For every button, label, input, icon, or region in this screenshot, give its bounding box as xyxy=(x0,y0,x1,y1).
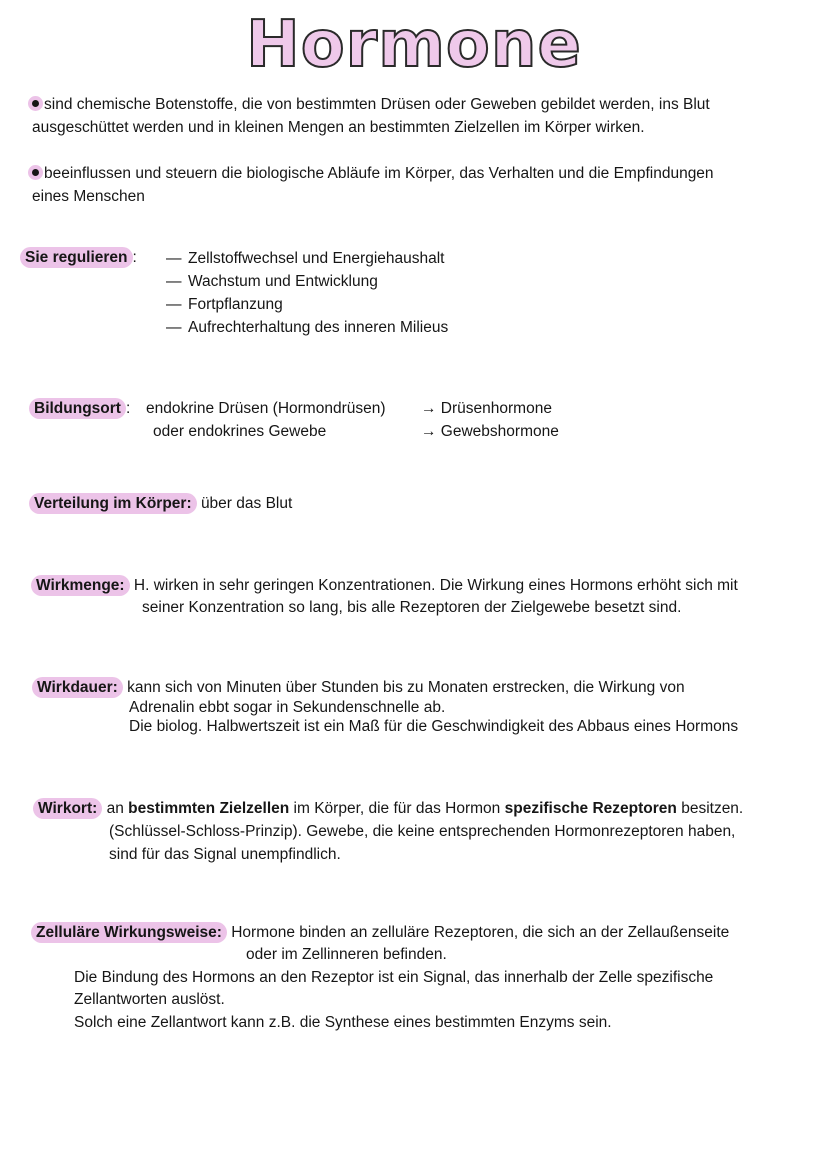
wirkmenge-label: Wirkmenge: xyxy=(31,575,130,596)
bildungsort-heading: Bildungsort : xyxy=(29,398,130,420)
bildungsort-row-1-right: → Drüsenhormone xyxy=(421,400,552,417)
list-item: — Wachstum und Entwicklung xyxy=(166,273,378,290)
verteilung-row xyxy=(29,493,292,515)
wirkort-line-1-a: an xyxy=(106,800,129,817)
bildungsort-row-2-left: oder endokrines Gewebe xyxy=(153,423,327,440)
wirkmenge-line-2: seiner Konzentration so lang, bis alle Rezeptoren der Zielgewebe besetzt sind. xyxy=(142,599,682,616)
intro-bullet-1-line-1: sind chemische Botenstoffe, die von bestimmten Drüsen oder Geweben gebildet werden, ins Blut xyxy=(44,96,710,113)
wirkort-label: Wirkort: xyxy=(33,798,102,819)
wirkort-line-3: sind für das Signal unempfindlich. xyxy=(109,846,341,863)
zellulaer-line-4: Zellantworten auslöst. xyxy=(74,991,225,1008)
regulieren-label: Sie regulieren xyxy=(20,247,133,268)
wirkdauer-label: Wirkdauer: xyxy=(32,677,123,698)
intro-bullet-1-line-2: ausgeschüttet werden und in kleinen Mengen an bestimmten Zielzellen im Körper wirken. xyxy=(32,119,645,136)
zellulaer-label: Zelluläre Wirkungsweise: xyxy=(31,922,227,943)
list-item: — Zellstoffwechsel und Energiehaushalt xyxy=(166,250,445,267)
page-title: Hormone xyxy=(246,8,582,82)
bildungsort-row-2-right: → Gewebshormone xyxy=(421,423,559,440)
wirkdauer-line-1: kann sich von Minuten über Stunden bis zu Monaten erstrecken, die Wirkung von xyxy=(127,679,685,696)
zellulaer-line-5: Solch eine Zellantwort kann z.B. die Synthese eines bestimmten Enzyms sein. xyxy=(74,1014,612,1031)
wirkmenge-line-1: H. wirken in sehr geringen Konzentrationen. Die Wirkung eines Hormons erhöht sich mit xyxy=(133,577,738,594)
wirkort-line-1-c: im Körper, die für das Hormon xyxy=(289,800,505,817)
wirkort-line-1-e: besitzen. xyxy=(676,800,744,817)
wirkdauer-line-2: Adrenalin ebbt sogar in Sekundenschnelle ab. xyxy=(129,699,446,716)
wirkmenge-row xyxy=(31,575,738,597)
wirkdauer-row xyxy=(32,677,685,699)
wirkdauer-line-3: Die biolog. Halbwertszeit ist ein Maß für die Geschwindigkeit des Abbaus eines Hormons xyxy=(129,718,739,735)
zellulaer-line-2: oder im Zellinneren befinden. xyxy=(246,946,447,963)
intro-bullet-1 xyxy=(28,94,812,116)
wirkort-row xyxy=(33,798,743,820)
zellulaer-line-3: Die Bindung des Hormons an den Rezeptor ist ein Signal, das innerhalb der Zelle spezifische xyxy=(74,969,714,986)
wirkort-line-2: (Schlüssel-Schloss-Prinzip). Gewebe, die keine entsprechenden Hormonrezeptoren haben, xyxy=(109,823,736,840)
zellulaer-line-1: Hormone binden an zelluläre Rezeptoren, die sich an der Zellaußenseite xyxy=(231,924,730,941)
wirkort-emph-zielzellen: bestimmten Zielzellen xyxy=(128,800,290,817)
bullet-dot-icon xyxy=(28,96,43,111)
intro-bullet-2-line-2: eines Menschen xyxy=(32,188,145,205)
wirkort-emph-rezeptoren: spezifische Rezeptoren xyxy=(504,800,677,817)
verteilung-label: Verteilung im Körper: xyxy=(29,493,197,514)
bildungsort-label: Bildungsort xyxy=(29,398,126,419)
intro-bullet-2-line-1: beeinflussen und steuern die biologische Abläufe im Körper, das Verhalten und die Empfindungen xyxy=(44,165,714,182)
zellulaer-row xyxy=(31,922,729,944)
list-item: — Aufrechterhaltung des inneren Milieus xyxy=(166,319,449,336)
intro-bullet-2 xyxy=(28,163,714,185)
regulieren-list xyxy=(166,247,448,339)
bullet-dot-icon xyxy=(28,165,43,180)
verteilung-text: über das Blut xyxy=(200,495,293,512)
list-item: — Fortpflanzung xyxy=(166,296,283,313)
bildungsort-row-1-left: endokrine Drüsen (Hormondrüsen) xyxy=(146,400,386,417)
regulieren-heading: Sie regulieren : xyxy=(20,247,137,269)
